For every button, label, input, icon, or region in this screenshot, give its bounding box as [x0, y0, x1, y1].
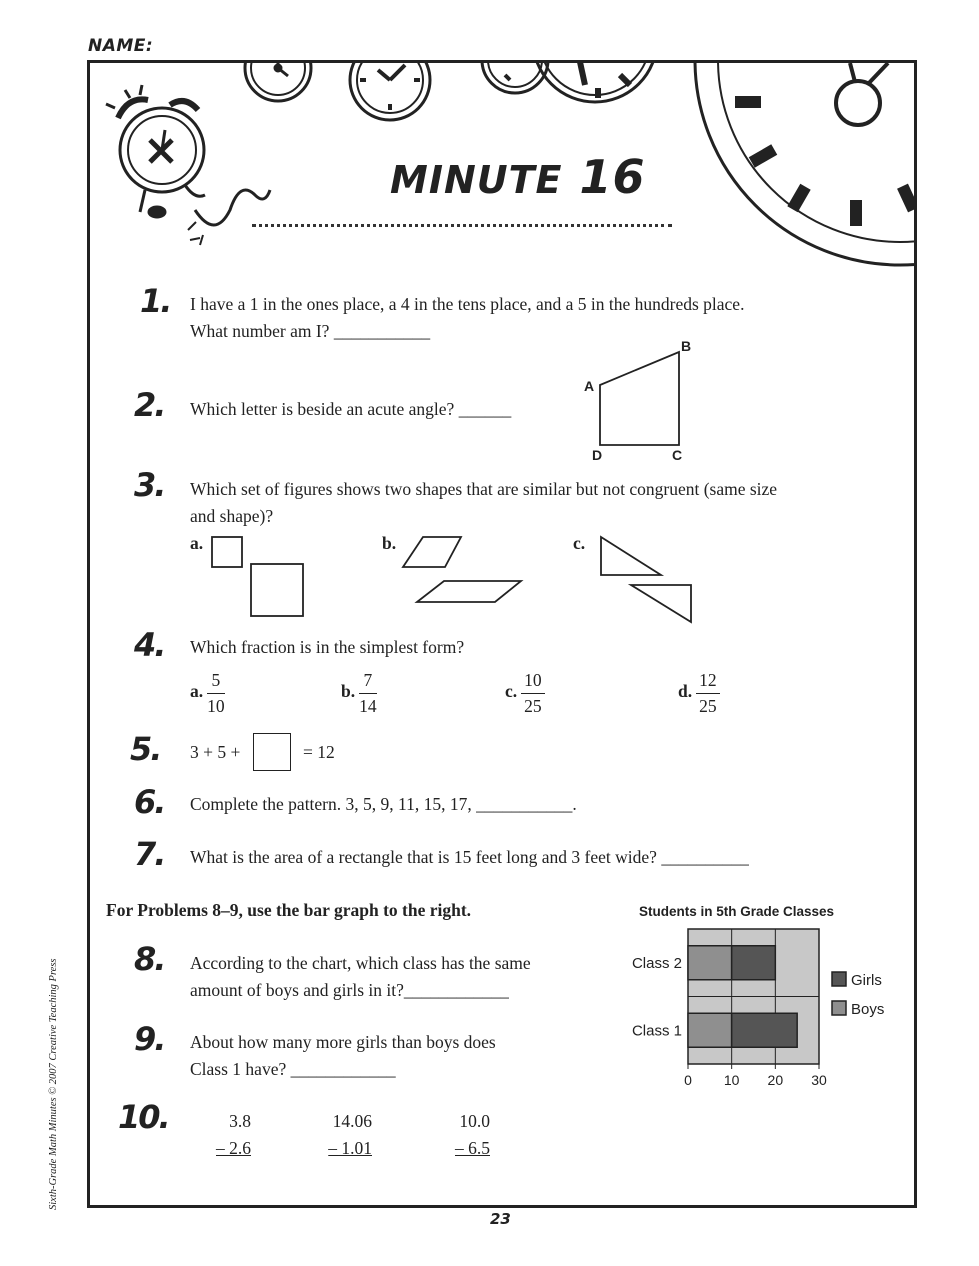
clock-icon: [482, 27, 548, 93]
fraction-c-denominator: 25: [524, 696, 542, 716]
fraction-a-numerator: 5: [207, 670, 225, 694]
problem-8-line1: According to the chart, which class has the same: [190, 953, 531, 973]
category-label: Class 1: [631, 1022, 682, 1040]
problem-number-10: 10.: [118, 1098, 169, 1136]
problem-3-line2: and shape)?: [190, 506, 274, 526]
problem-9-line2: Class 1 have? ____________: [190, 1059, 396, 1079]
problem-5-left: 3 + 5 +: [190, 742, 241, 762]
subtraction-3: [448, 1108, 490, 1162]
x-tick-label: 10: [723, 1072, 740, 1088]
legend-label-girls: Girls: [851, 972, 882, 989]
fraction-b-numerator: 7: [359, 670, 377, 694]
problem-number-2: 2.: [134, 386, 165, 424]
legend-swatch-boys: [832, 1001, 846, 1015]
bar-chart: [600, 920, 920, 1100]
option-3b-label: b.: [382, 533, 397, 553]
vertex-label-b: B: [681, 338, 692, 354]
side-credit: Sixth-Grade Math Minutes © 2007 Creative Teaching Press: [48, 958, 59, 1210]
fraction-d-denominator: 25: [699, 696, 717, 716]
name-label: NAME:: [88, 36, 154, 56]
bar-boys-class-2: [688, 946, 732, 980]
problem-9-text: [190, 1029, 496, 1083]
problem-8-text: [190, 950, 531, 1004]
problem-9-line1: About how many more girls than boys does: [190, 1032, 496, 1052]
problem-number-8: 8.: [134, 940, 165, 978]
clock-icon: [350, 40, 430, 120]
page-number: 23: [490, 1210, 511, 1228]
clock-icon: [245, 35, 311, 101]
subtraction-1-top: 3.8: [229, 1111, 251, 1131]
alarm-clock-icon: [106, 85, 270, 245]
large-parallelogram: [417, 581, 521, 602]
problem-number-7: 7.: [134, 835, 165, 873]
subtraction-1: [211, 1108, 251, 1162]
fraction-c-numerator: 10: [521, 670, 545, 694]
option-4c-letter: c.: [505, 681, 518, 702]
problem-2-text: Which letter is beside an acute angle? ______: [190, 399, 512, 419]
subtraction-1-bottom: – 2.6: [216, 1138, 251, 1158]
problem-number-3: 3.: [134, 466, 165, 504]
similar-shapes-figures: [205, 530, 705, 630]
vertex-label-d: D: [592, 447, 603, 463]
fraction-option-d: [678, 670, 720, 717]
problem-6-text: Complete the pattern. 3, 5, 9, 11, 15, 17, ___________.: [190, 794, 577, 814]
triangle-1: [601, 537, 661, 575]
trapezoid-figure: [580, 335, 690, 465]
small-square: [212, 537, 242, 567]
problem-1-line1: I have a 1 in the ones place, a 4 in the tens place, and a 5 in the hundreds place.: [190, 294, 745, 314]
title-number: 16: [579, 150, 646, 204]
option-3c-label: c.: [573, 533, 586, 553]
problem-3-line1: Which set of figures shows two shapes that are similar but not congruent (same size: [190, 479, 778, 499]
bar-boys-class-1: [688, 1013, 732, 1047]
subtraction-2: [320, 1108, 372, 1162]
subtraction-2-bottom: – 1.01: [328, 1138, 372, 1158]
problem-8-line2: amount of boys and girls in it?____________: [190, 980, 509, 1000]
fraction-option-b: [341, 670, 377, 717]
problem-4-text: Which fraction is in the simplest form?: [190, 637, 465, 657]
vertex-label-a: A: [584, 378, 595, 394]
problem-3-text: [190, 476, 777, 530]
large-square: [251, 564, 303, 616]
legend-label-boys: Boys: [851, 1001, 885, 1018]
problem-number-9: 9.: [134, 1020, 165, 1058]
option-4d-letter: d.: [678, 681, 693, 702]
subtraction-3-top: 10.0: [459, 1111, 490, 1131]
fraction-option-a: [190, 670, 225, 717]
category-label: Class 2: [631, 954, 682, 972]
problem-7-text: What is the area of a rectangle that is 15 feet long and 3 feet wide? __________: [190, 847, 749, 867]
fraction-b-denominator: 14: [359, 696, 377, 716]
problem-number-4: 4.: [134, 626, 165, 664]
fraction-d-numerator: 12: [696, 670, 720, 694]
vertex-label-c: C: [672, 447, 683, 463]
problem-number-1: 1.: [140, 282, 171, 320]
problem-5-right: = 12: [303, 742, 335, 762]
clock-icon: [533, 0, 657, 102]
x-tick-label: 30: [811, 1072, 827, 1088]
problem-number-6: 6.: [134, 783, 165, 821]
title-divider: [252, 224, 672, 227]
option-3a-label: a.: [190, 533, 204, 553]
problem-number-5: 5.: [130, 730, 161, 768]
bar-graph-instructions: For Problems 8–9, use the bar graph to the right.: [106, 900, 472, 920]
clock-icon: [695, 0, 979, 265]
triangle-2: [631, 585, 691, 622]
problem-1-line2: What number am I? ___________: [190, 321, 431, 341]
chart-title: Students in 5th Grade Classes: [639, 904, 835, 919]
answer-box[interactable]: [253, 733, 291, 771]
fraction-option-c: [505, 670, 545, 717]
subtraction-2-top: 14.06: [332, 1111, 372, 1131]
x-tick-label: 20: [767, 1072, 784, 1088]
small-parallelogram: [403, 537, 461, 567]
option-4b-letter: b.: [341, 681, 356, 702]
option-4a-letter: a.: [190, 681, 204, 702]
bar-girls-class-1: [732, 1013, 798, 1047]
subtraction-3-bottom: – 6.5: [455, 1138, 490, 1158]
legend-swatch-girls: [832, 972, 846, 986]
page-title: [390, 150, 646, 204]
bar-girls-class-2: [732, 946, 776, 980]
x-tick-label: 0: [684, 1072, 692, 1088]
title-prefix: MINUTE: [390, 158, 563, 202]
fraction-a-denominator: 10: [207, 696, 225, 716]
